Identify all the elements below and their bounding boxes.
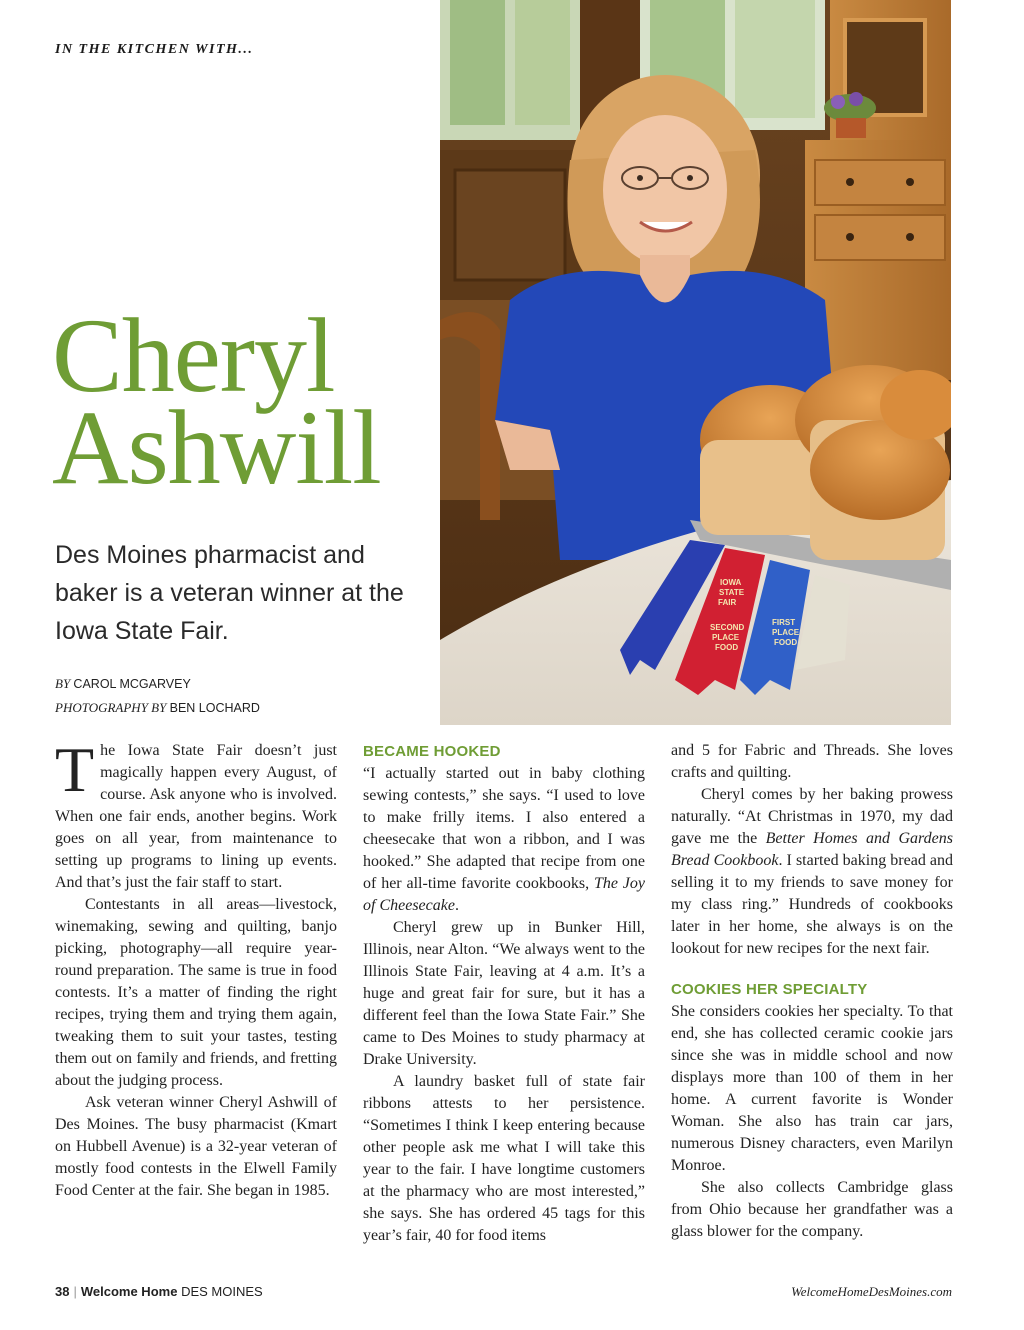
photo-label: PHOTOGRAPHY BY — [55, 700, 167, 715]
body-paragraph: Ask veteran winner Cheryl Ashwill of Des Moines. The busy pharmacist (Kmart on Hubbell Avenue) is a 32-year veteran of mostly food contests in the Elwell Family Food Center at the fair. She began in 1985. — [55, 1094, 337, 1199]
paragraph-text: “I actually started out in baby clothing sewing contests,” she says. “I used to love to make frilly items. I also entered a cheesecake that won a ribbon, and I was hooked.” She adapted that recipe from one of her all-time favorite cookbooks, — [363, 765, 645, 892]
ribbon-text-line: FOOD — [715, 643, 739, 652]
paragraph-text: . I started baking bread and selling it to my friends to save money for my class ring.” Hundreds of cookbooks later in her home, she always is on the lookout for new recipes for the next fair. — [671, 852, 954, 957]
paragraph-text: he Iowa State Fair doesn’t just magically happen every August, of course. Ask anyone who is involved. When one fair ends, another begins. Work goes on all year, from maintenance to setting up programs to lining up events. And that’s just the fair staff to start. — [55, 742, 337, 891]
page-number: 38 — [55, 1284, 70, 1299]
ribbon-text-line: PLACE — [772, 628, 800, 637]
body-column-2 — [363, 740, 645, 1247]
photo-illustration — [440, 0, 951, 725]
magazine-name: Welcome Home — [80, 1284, 178, 1299]
body-paragraph: Contestants in all areas—livestock, winemaking, sewing and quilting, banjo picking, photography—all require year-round preparation. The same is true in food contests. It’s a matter of finding the right recipes, trying them and trying them again, tweaking them to suit your tastes, testing them out on family and friends, and fretting about the judging process. — [55, 896, 337, 1089]
ribbon-text-line: FOOD — [774, 638, 798, 647]
article-title — [52, 297, 432, 506]
ribbon-text-line: FAIR — [718, 598, 737, 607]
body-paragraph: A laundry basket full of state fair ribbons attests to her persistence. “Sometimes I think I keep entering because other people ask me what I will take this year to the fair. I have longtime customers at the pharmacy who are most interested,” she says. She has ordered 45 tags for this year’s fair, 40 for food items — [363, 1073, 645, 1244]
ribbon-text-line: PLACE — [712, 633, 740, 642]
article-dek: Des Moines pharmacist and baker is a veteran winner at the Iowa State Fair. — [55, 541, 404, 645]
by-label: BY — [55, 676, 71, 691]
body-paragraph — [363, 763, 645, 917]
hero-photo — [440, 0, 951, 725]
byline — [55, 672, 260, 720]
author-name: CAROL MCGARVEY — [73, 677, 191, 691]
body-paragraph — [671, 784, 953, 960]
body-column-1 — [55, 734, 337, 1202]
body-column-3 — [671, 740, 953, 1243]
photographer-name: BEN LOCHARD — [169, 701, 260, 715]
ribbon-text-line: SECOND — [710, 623, 745, 632]
subhead-cookies-her-specialty: COOKIES HER SPECIALTY — [671, 981, 868, 998]
ribbon-text-line: STATE — [719, 588, 745, 597]
paragraph-text: Cheryl comes by her baking prowess naturally. “At Christmas in 1970, my dad gave me the — [671, 786, 953, 847]
body-paragraph: Cheryl grew up in Bunker Hill, Illinois, near Alton. “We always went to the Illinois State Fair, leaving at 4 a.m. It’s a huge and great fair for sure, but it has a different feel than the Iowa State Fair.” She came to Des Moines to study pharmacy at Drake University. — [363, 919, 645, 1068]
ribbon-text-line: IOWA — [720, 578, 742, 587]
book-title: The Joy of Cheesecake — [363, 875, 646, 914]
title-line-first: Cheryl — [52, 297, 335, 414]
footer-separator: | — [73, 1284, 77, 1299]
paragraph-text: . — [454, 897, 459, 914]
title-line-last: Ashwill — [52, 389, 381, 506]
website-url[interactable]: WelcomeHomeDesMoines.com — [791, 1284, 952, 1299]
section-kicker: IN THE KITCHEN WITH... — [55, 42, 254, 57]
magazine-city: DES MOINES — [181, 1284, 263, 1299]
drop-cap: T — [55, 734, 95, 805]
book-title: Better Homes and Gardens Bread Cookbook — [671, 830, 954, 869]
body-paragraph: She considers cookies her specialty. To that end, she has collected ceramic cookie jars since she was in middle school and now displays more than 100 of them in her home. A current favorite is Wonder Woman. She also has train car jars, numerous Disney characters, even Marilyn Monroe. — [671, 1003, 953, 1174]
author-credit — [55, 672, 260, 696]
ribbon-text-line: FIRST — [772, 618, 796, 627]
body-paragraph: She also collects Cambridge glass from Ohio because her grandfather was a glass blower for the company. — [671, 1179, 953, 1240]
photographer-credit — [55, 696, 260, 720]
body-paragraph — [55, 734, 337, 894]
subhead-became-hooked: BECAME HOOKED — [363, 743, 501, 760]
page-footer — [55, 1284, 263, 1299]
body-paragraph: and 5 for Fabric and Threads. She loves crafts and quilting. — [671, 742, 953, 781]
